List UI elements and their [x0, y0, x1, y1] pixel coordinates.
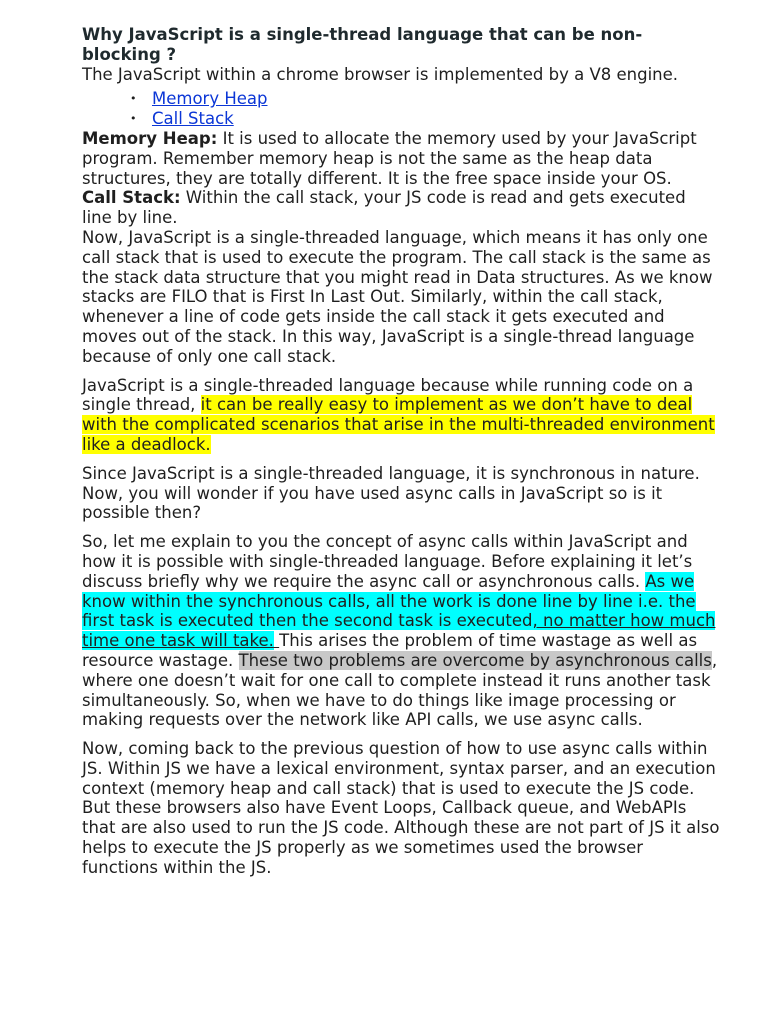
yellow-highlight: it can be really easy to implement as we don’t have to deal with the complicated scenarios that arise in the multi-threaded environment like a deadlock. [82, 395, 715, 454]
call-stack-term: Call Stack: [82, 188, 181, 208]
call-stack-paragraph [82, 188, 720, 228]
async-text-a: So, let me explain to you the concept of async calls within JavaScript and how it is possible with single-threaded language. Before explaining it let’s discuss briefly why we require the async call or asynchronous calls. [82, 532, 693, 591]
cyan-highlight-2: i.e. the first task is executed then the second task is executed [82, 591, 696, 631]
cyan-underlined-highlight: , no matter how much time one task will take. [82, 611, 716, 651]
memory-heap-link[interactable]: Memory Heap [152, 89, 268, 109]
bullet-icon: • [130, 92, 137, 106]
memory-heap-text: It is used to allocate the memory used by your JavaScript program. Remember memory heap is not the same as the heap data structures, they are totally different. It is the free space inside your OS. [82, 128, 697, 188]
event-loop-paragraph: Now, coming back to the previous question of how to use async calls within JS. Within JS we have a lexical environment, syntax parser, and an execution context (memory heap and call stack) that is used to execute the JS code. But these browsers also have Event Loops, Callback queue, and WebAPIs that are also used to run the JS code. Although these are not part of JS it also helps to execute the JS properly as we sometimes used the browser functions within the JS. [82, 739, 720, 877]
deadlock-plain-text: JavaScript is a single-threaded language because while running code on a single thread, [82, 375, 694, 415]
async-text-f: This arises the problem of time wastage as well as resource wastage. [82, 631, 698, 670]
async-paragraph [82, 532, 720, 730]
call-stack-link[interactable]: Call Stack [152, 109, 234, 129]
memory-heap-term: Memory Heap: [82, 128, 218, 148]
intro-paragraph: The JavaScript within a chrome browser is implemented by a V8 engine. [82, 64, 679, 84]
topic-link-list [82, 89, 720, 129]
call-stack-text: Within the call stack, your JS code is read and gets executed line by line. [82, 188, 686, 228]
gray-highlight: These two problems are overcome by asynchronous calls [238, 650, 712, 670]
list-item [130, 109, 720, 129]
bullet-icon: • [130, 112, 137, 126]
synchronous-paragraph: Since JavaScript is a single-threaded language, it is synchronous in nature. Now, you will wonder if you have used async calls in JavaScript so is it possible then? [82, 463, 700, 523]
list-item [130, 89, 720, 109]
async-text-h: , where one doesn’t wait for one call to complete instead it runs another task simultaneously. So, when we have to do things like image processing or making requests over the network like API calls, we use async calls. [82, 650, 718, 730]
deadlock-paragraph [82, 376, 720, 455]
cyan-highlight-1: As we know within the synchronous calls, all the work is done line by line [82, 571, 695, 611]
article-title: Why JavaScript is a single-thread language that can be non-blocking ? [82, 25, 643, 64]
single-thread-paragraph: Now, JavaScript is a single-threaded language, which means it has only one call stack that is used to execute the program. The call stack is the same as the stack data structure that you might read in Data structures. As we know stacks are FILO that is First In Last Out. Similarly, within the call stack, whenever a line of code gets inside the call stack it gets executed and moves out of the stack. In this way, JavaScript is a single-thread language because of only one call stack. [82, 227, 713, 366]
memory-heap-paragraph [82, 129, 720, 188]
